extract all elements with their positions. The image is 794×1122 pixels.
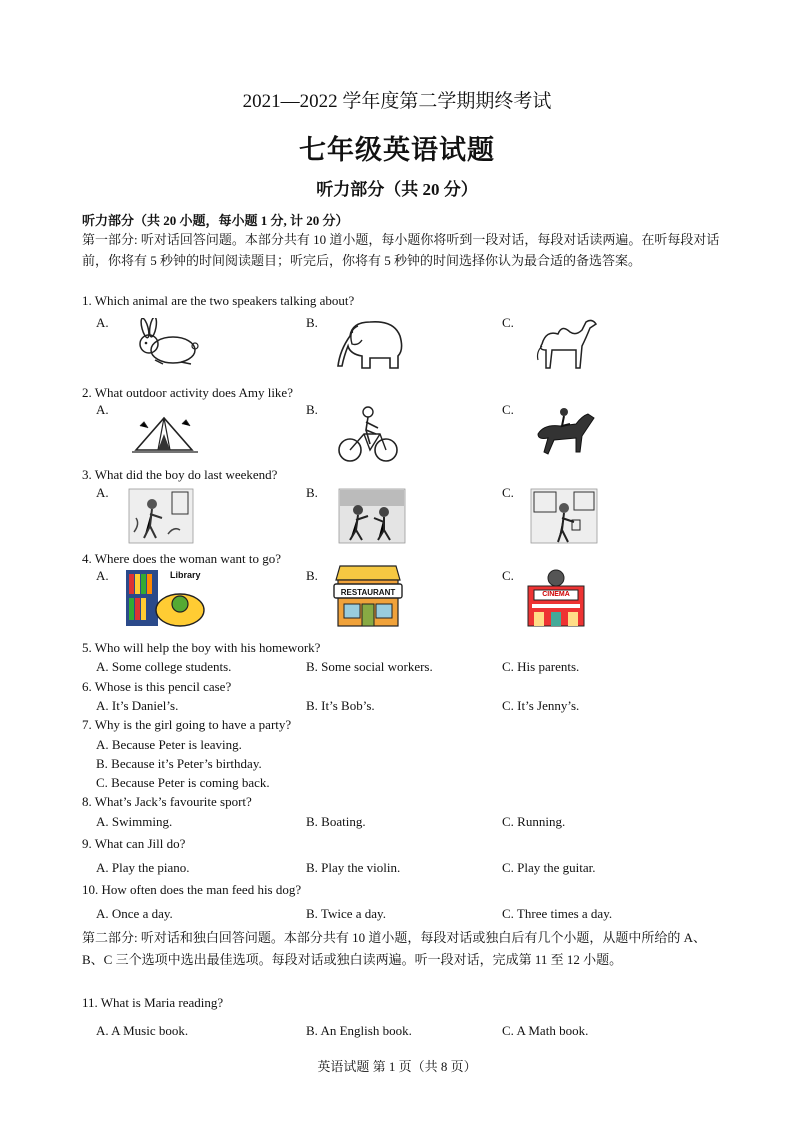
question-2-stem: 2. What outdoor activity does Amy like? [82,385,293,400]
q6-option-c[interactable]: C. It’s Jenny’s. [502,698,580,713]
question-5-stem: 5. Who will help the boy with his homework? [82,640,321,655]
q7-option-b[interactable]: B. Because it’s Peter’s birthday. [96,756,262,771]
q5-option-c[interactable]: C. His parents. [502,659,580,674]
q9-option-c[interactable]: C. Play the guitar. [502,860,596,875]
q1-option-a-letter: A. [96,315,109,330]
cinema-picture[interactable] [524,568,588,628]
cinema-label: CINEMA [542,591,570,598]
camel-picture[interactable] [532,316,600,372]
q2-option-a-letter: A. [96,402,109,417]
exam-term: 2021—2022 学年度第二学期期终考试 [242,91,552,112]
q11-option-c[interactable]: C. A Math book. [502,1023,589,1038]
park-play-picture[interactable] [338,488,406,544]
question-10-stem: 10. How often does the man feed his dog? [82,882,302,897]
restaurant-label: RESTAURANT [340,588,396,597]
q1-option-c-letter: C. [502,315,514,330]
q10-option-b[interactable]: B. Twice a day. [306,906,386,921]
section-title: 听力部分（共 20 分） [316,180,478,199]
q6-option-b[interactable]: B. It’s Bob’s. [306,698,375,713]
question-1-stem: 1. Which animal are the two speakers talking about? [82,293,355,308]
question-9-stem: 9. What can Jill do? [82,836,186,851]
question-7-stem: 7. Why is the girl going to have a party? [82,717,292,732]
question-3-stem: 3. What did the boy do last weekend? [82,467,278,482]
tent-picture[interactable] [130,412,200,456]
q2-option-c-letter: C. [502,402,514,417]
q11-option-b[interactable]: B. An English book. [306,1023,412,1038]
q3-option-c-letter: C. [502,485,514,500]
q3-option-a-letter: A. [96,485,109,500]
question-6-stem: 6. Whose is this pencil case? [82,679,232,694]
q2-option-b-letter: B. [306,402,318,417]
q5-option-b[interactable]: B. Some social workers. [306,659,433,674]
q4-option-c-letter: C. [502,568,514,583]
cycling-picture[interactable] [336,404,400,464]
question-8-stem: 8. What’s Jack’s favourite sport? [82,794,252,809]
exam-title: 七年级英语试题 [299,135,495,165]
shopping-picture[interactable] [530,488,598,544]
watering-plants-picture[interactable] [128,488,194,544]
elephant-picture[interactable] [336,316,408,372]
part1-instructions: 第一部分: 听对话回答问题。本部分共有 10 道小题，每小题你将听到一段对话，每段对话读两遍。在听每段对话前，你将有 5 秒钟的时间阅读题目；听完后，你将有 5 秒钟的时间选择你认为最合适的备选答案。 [82,232,720,268]
q11-option-a[interactable]: A. A Music book. [96,1023,189,1038]
q8-option-c[interactable]: C. Running. [502,814,566,829]
listening-heading: 听力部分（共 20 小题，每小题 1 分, 计 20 分） [82,213,349,228]
page-footer: 英语试题 第 1 页（共 8 页） [317,1059,477,1074]
q5-option-a[interactable]: A. Some college students. [96,659,232,674]
library-label: Library [170,570,201,580]
q8-option-b[interactable]: B. Boating. [306,814,366,829]
q7-option-c[interactable]: C. Because Peter is coming back. [96,775,270,790]
horse-riding-picture[interactable] [530,404,600,462]
q9-option-b[interactable]: B. Play the violin. [306,860,401,875]
q9-option-a[interactable]: A. Play the piano. [96,860,190,875]
q4-option-a-letter: A. [96,568,109,583]
rabbit-picture[interactable] [135,318,201,368]
q1-option-b-letter: B. [306,315,318,330]
question-4-stem: 4. Where does the woman want to go? [82,551,282,566]
part2-instructions: 第二部分: 听对话和独白回答问题。本部分共有 10 道小题，每段对话或独白后有几个小题，从题中所给的 A、B、C 三个选项中选出最佳选项。每段对话或独白读两遍。听一段对话，完成第 11 至 12 小题。 [82,930,707,967]
q4-option-b-letter: B. [306,568,318,583]
q6-option-a[interactable]: A. It’s Daniel’s. [96,698,179,713]
q7-option-a[interactable]: A. Because Peter is leaving. [96,737,242,752]
q8-option-a[interactable]: A. Swimming. [96,814,173,829]
q3-option-b-letter: B. [306,485,318,500]
question-11-stem: 11. What is Maria reading? [82,995,224,1010]
q10-option-c[interactable]: C. Three times a day. [502,906,613,921]
q10-option-a[interactable]: A. Once a day. [96,906,173,921]
